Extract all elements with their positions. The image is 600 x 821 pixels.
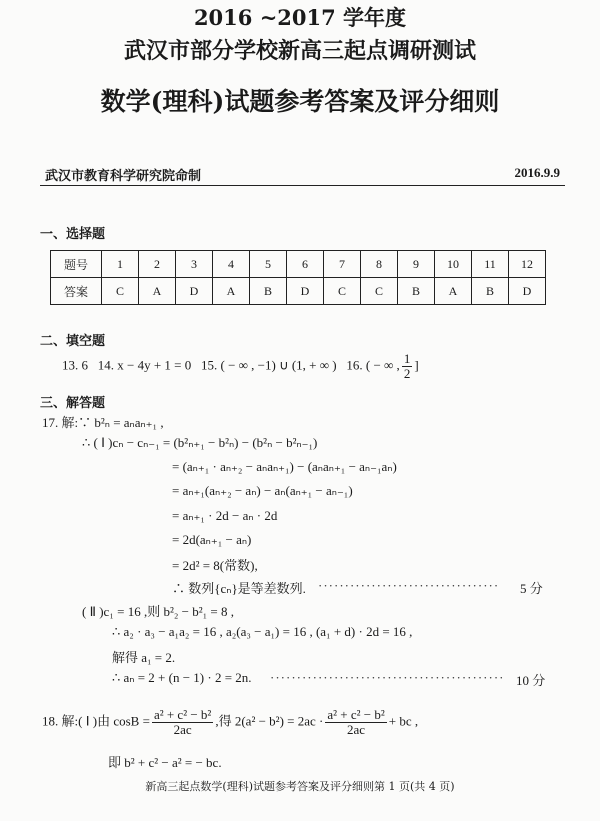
choice-answer-table	[50, 250, 546, 305]
numerator: 1	[403, 351, 411, 366]
row-label: 题号	[51, 251, 102, 278]
solution-line: = aₙ₊₁(aₙ₊₂ − aₙ) − aₙ(aₙ₊₁ − aₙ₋₁)	[172, 483, 353, 498]
cell: 8	[361, 251, 398, 278]
cell: 5	[250, 251, 287, 278]
answer-13: 13. 6	[62, 357, 88, 373]
score: 10 分	[516, 673, 546, 688]
answer-16: 16. ( − ∞ ,	[346, 357, 400, 373]
cell: A	[139, 278, 176, 305]
solution-text: ,得 2(a² − b²) = 2ac ·	[215, 713, 324, 729]
school-year: 2016 ~2017 学年度	[193, 5, 407, 30]
cell: D	[509, 278, 546, 305]
cell: 9	[398, 251, 435, 278]
bracket: ]	[414, 357, 419, 373]
cell: B	[472, 278, 509, 305]
answer-15: 15. ( − ∞ , −1) ∪ (1, + ∞ )	[201, 357, 337, 373]
answer-14: 14. x − 4y + 1 = 0	[97, 357, 192, 373]
solution-line: ∴ aₙ = 2 + (n − 1) · 2 = 2n.	[112, 670, 252, 685]
solution-line: = aₙ₊₁ · 2d − aₙ · 2d	[172, 508, 278, 523]
solution-18	[42, 708, 418, 737]
denominator: 2ac	[173, 722, 192, 737]
cell: A	[435, 278, 472, 305]
solution-line: ( Ⅱ )c₁ = 16 ,则 b²₂ − b²₁ = 8 ,	[82, 604, 234, 619]
cell: 3	[176, 251, 213, 278]
score: 5 分	[520, 581, 543, 596]
section-heading: 三、解答题	[40, 396, 106, 411]
denominator: 2ac	[347, 722, 366, 737]
solution-line: = 2d(aₙ₊₁ − aₙ)	[172, 532, 252, 547]
cell: 4	[213, 251, 250, 278]
solution-line: = 2d² = 8(常数),	[172, 558, 258, 573]
fraction	[325, 708, 386, 737]
page-footer: 新高三起点数学(理科)试题参考答案及评分细则第 1 页(共 4 页)	[145, 780, 455, 793]
cell: C	[361, 278, 398, 305]
solution-text: + bc ,	[388, 713, 419, 729]
fraction	[402, 352, 413, 381]
solution-line: ∴ a₂ · a₃ − a₁a₂ = 16 , a₂(a₃ − a₁) = 16 , (a₁ + d) · 2d = 16 ,	[112, 624, 413, 639]
section-heading: 二、填空题	[40, 334, 106, 349]
cell: D	[287, 278, 324, 305]
denominator: 2	[403, 366, 411, 381]
cell: 1	[102, 251, 139, 278]
cell: B	[398, 278, 435, 305]
header-rule	[40, 185, 565, 186]
solution-line: 17. 解:∵ b²ₙ = aₙaₙ₊₁ ,	[42, 415, 164, 430]
cell: A	[213, 278, 250, 305]
cell: C	[102, 278, 139, 305]
table-row	[51, 278, 546, 305]
cell: 10	[435, 251, 472, 278]
row-label: 答案	[51, 278, 102, 305]
solution-line: ∴ 数列{cₙ}是等差数列.	[172, 581, 306, 596]
solution-line: ∴ ( Ⅰ )cₙ − cₙ₋₁ = (b²ₙ₊₁ − b²ₙ) − (b²ₙ − b²ₙ₋₁)	[82, 435, 318, 450]
fill-in-answers	[62, 352, 419, 381]
solution-text: 18. 解:( Ⅰ )由 cosB =	[42, 713, 150, 729]
cell: 11	[472, 251, 509, 278]
cell: D	[176, 278, 213, 305]
cell: 12	[509, 251, 546, 278]
cell: 7	[324, 251, 361, 278]
solution-line: 即 b² + c² − a² = − bc.	[108, 755, 222, 770]
numerator: a² + c² − b²	[327, 707, 385, 722]
numerator: a² + c² − b²	[153, 707, 212, 722]
table-row	[51, 251, 546, 278]
dot-leader: ············································	[270, 670, 505, 685]
fraction	[152, 708, 213, 737]
cell: 2	[139, 251, 176, 278]
cell: B	[250, 278, 287, 305]
cell: C	[324, 278, 361, 305]
solution-line: 解得 a₁ = 2.	[112, 650, 176, 665]
section-heading: 一、选择题	[40, 227, 106, 242]
issuer: 武汉市教育科学研究院命制	[45, 169, 202, 184]
exam-title: 武汉市部分学校新高三起点调研测试	[123, 38, 476, 64]
solution-line: = (aₙ₊₁ · aₙ₊₂ − aₙaₙ₊₁) − (aₙaₙ₊₁ − aₙ₋₁aₙ)	[172, 459, 397, 474]
document-title: 数学(理科)试题参考答案及评分细则	[100, 87, 500, 116]
date: 2016.9.9	[514, 165, 560, 180]
dot-leader: ··································	[318, 578, 500, 593]
cell: 6	[287, 251, 324, 278]
